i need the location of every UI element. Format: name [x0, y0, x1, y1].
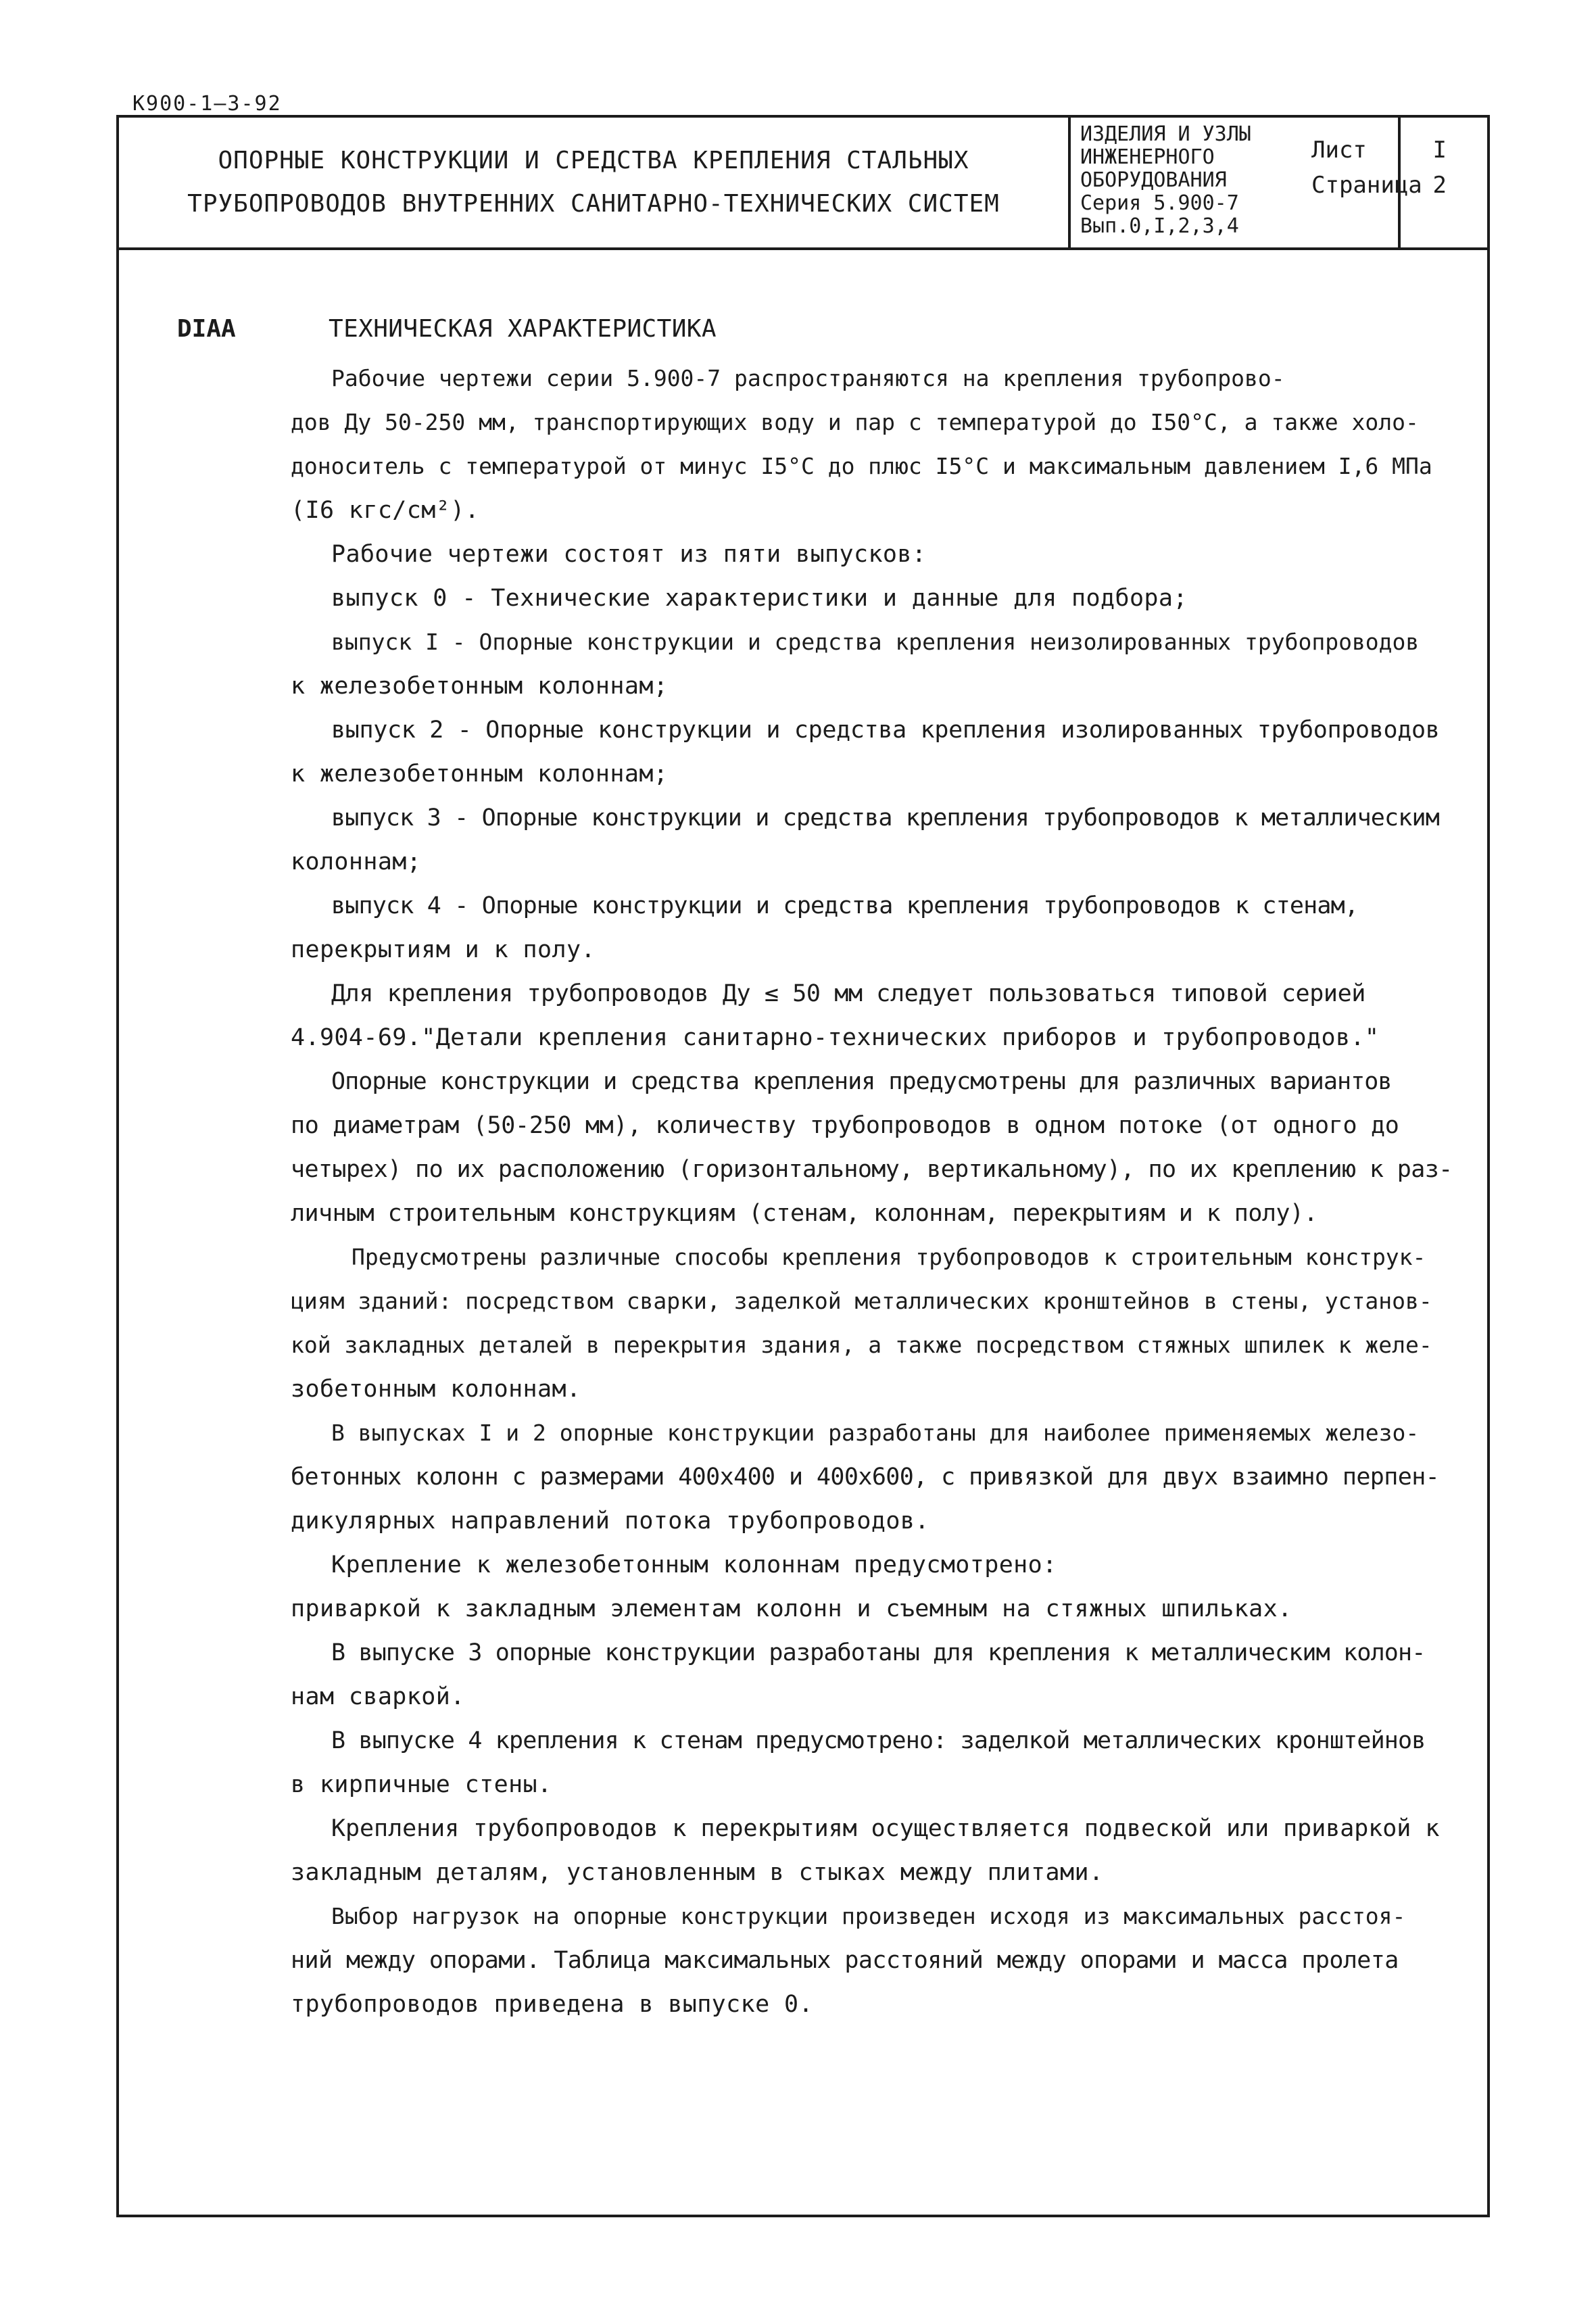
series-line-2: ИНЖЕНЕРНОГО — [1080, 145, 1215, 169]
series-line-4: Серия 5.900-7 — [1080, 191, 1239, 215]
text-line: выпуск 4 - Опорные конструкции и средства крепления трубопроводов к стенам, — [331, 892, 1359, 919]
text-line: Рабочие чертежи состоят из пяти выпусков: — [331, 541, 927, 568]
text-line: выпуск 2 - Опорные конструкции и средства крепления изолированных трубопроводов — [331, 717, 1440, 744]
section-heading: ТЕХНИЧЕСКАЯ ХАРАКТЕРИСТИКА — [329, 315, 717, 343]
text-line: к железобетонным колоннам; — [291, 673, 669, 700]
section-code: DIAA — [177, 315, 236, 343]
text-line: выпуск 0 - Технические характеристики и данные для подбора; — [331, 585, 1188, 612]
text-line: кой закладных деталей в перекрытия здания, а также посредством стяжных шпилек к желе- — [291, 1332, 1432, 1358]
text-line: Предусмотрены различные способы крепления трубопроводов к строительным конструк- — [352, 1244, 1426, 1270]
text-line: выпуск 3 - Опорные конструкции и средства крепления трубопроводов к металлическим — [331, 804, 1439, 831]
text-line: закладным деталям, установленным в стыках между плитами. — [291, 1859, 1104, 1886]
document-code: К900-1—3-92 — [132, 92, 282, 116]
series-line-5: Вып.0,I,2,3,4 — [1080, 214, 1239, 238]
text-line: В выпуске 3 опорные конструкции разработаны для крепления к металлическим колон- — [331, 1639, 1426, 1666]
text-line: Крепление к железобетонным колоннам предусмотрено: — [331, 1551, 1057, 1578]
text-line: Опорные конструкции и средства крепления предусмотрены для различных вариантов — [331, 1068, 1392, 1095]
text-line: (I6 кгс/см²). — [291, 497, 480, 524]
text-line: В выпусках I и 2 опорные конструкции разработаны для наиболее применяемых железо- — [331, 1420, 1420, 1446]
text-line: зобетонным колоннам. — [291, 1376, 581, 1403]
text-line: ний между опорами. Таблица максимальных расстояний между опорами и масса пролета — [291, 1947, 1399, 1974]
text-line: дов Ду 50-250 мм, транспортирующих воду и пар с температурой до I50°C, а также холо- — [291, 409, 1419, 435]
text-line: бетонных колонн с размерами 400х400 и 400х600, с привязкой для двух взаимно перпен- — [291, 1464, 1440, 1491]
title-line-2: ТРУБОПРОВОДОВ ВНУТРЕННИХ САНИТАРНО-ТЕХНИЧЕСКИХ СИСТЕМ — [187, 190, 1000, 218]
text-line: к железобетонным колоннам; — [291, 761, 669, 788]
sheet-value: I — [1432, 137, 1447, 164]
text-line: Рабочие чертежи серии 5.900-7 распространяются на крепления трубопрово- — [331, 365, 1285, 391]
text-line: приваркой к закладным элементам колонн и съемным на стяжных шпильках. — [291, 1595, 1292, 1622]
text-line: Для крепления трубопроводов Ду ≤ 50 мм следует пользоваться типовой серией — [331, 980, 1365, 1007]
text-line: трубопроводов приведена в выпуске 0. — [291, 1991, 813, 2018]
text-line: выпуск I - Опорные конструкции и средства крепления неизолированных трубопроводов — [331, 629, 1420, 655]
text-line: Выбор нагрузок на опорные конструкции произведен исходя из максимальных расстоя- — [331, 1903, 1406, 1929]
text-line: по диаметрам (50-250 мм), количеству трубопроводов в одном потоке (от одного до — [291, 1112, 1399, 1139]
text-line: колоннам; — [291, 848, 422, 875]
text-line: циям зданий: посредством сварки, заделкой металлических кронштейнов в стены, установ- — [291, 1288, 1432, 1314]
text-line: В выпуске 4 крепления к стенам предусмотрено: заделкой металлических кронштейнов — [331, 1727, 1426, 1754]
text-line: личным строительным конструкциям (стенам, колоннам, перекрытиям и к полу). — [291, 1200, 1317, 1227]
text-line: четырех) по их расположению (горизонтальному, вертикальному), по их креплению к раз- — [291, 1156, 1453, 1183]
page-label: Страница — [1311, 172, 1422, 199]
text-line: дикулярных направлений потока трубопроводов. — [291, 1507, 929, 1535]
text-line: 4.904-69."Детали крепления санитарно-технических приборов и трубопроводов." — [291, 1024, 1380, 1051]
text-line: доноситель с температурой от минус I5°C до плюс I5°C и максимальным давлением I,6 МПа — [291, 453, 1432, 479]
sheet-label: Лист — [1311, 137, 1367, 164]
series-line-1: ИЗДЕЛИЯ И УЗЛЫ — [1080, 122, 1251, 146]
text-line: перекрытиям и к полу. — [291, 936, 596, 963]
text-line: нам сваркой. — [291, 1683, 465, 1710]
text-line: в кирпичные стены. — [291, 1771, 552, 1798]
page-value: 2 — [1432, 172, 1447, 199]
title-line-1: ОПОРНЫЕ КОНСТРУКЦИИ И СРЕДСТВА КРЕПЛЕНИЯ СТАЛЬНЫХ — [218, 147, 969, 174]
series-line-3: ОБОРУДОВАНИЯ — [1080, 168, 1227, 192]
text-line: Крепления трубопроводов к перекрытиям осуществляется подвеской или приваркой к — [331, 1815, 1440, 1842]
